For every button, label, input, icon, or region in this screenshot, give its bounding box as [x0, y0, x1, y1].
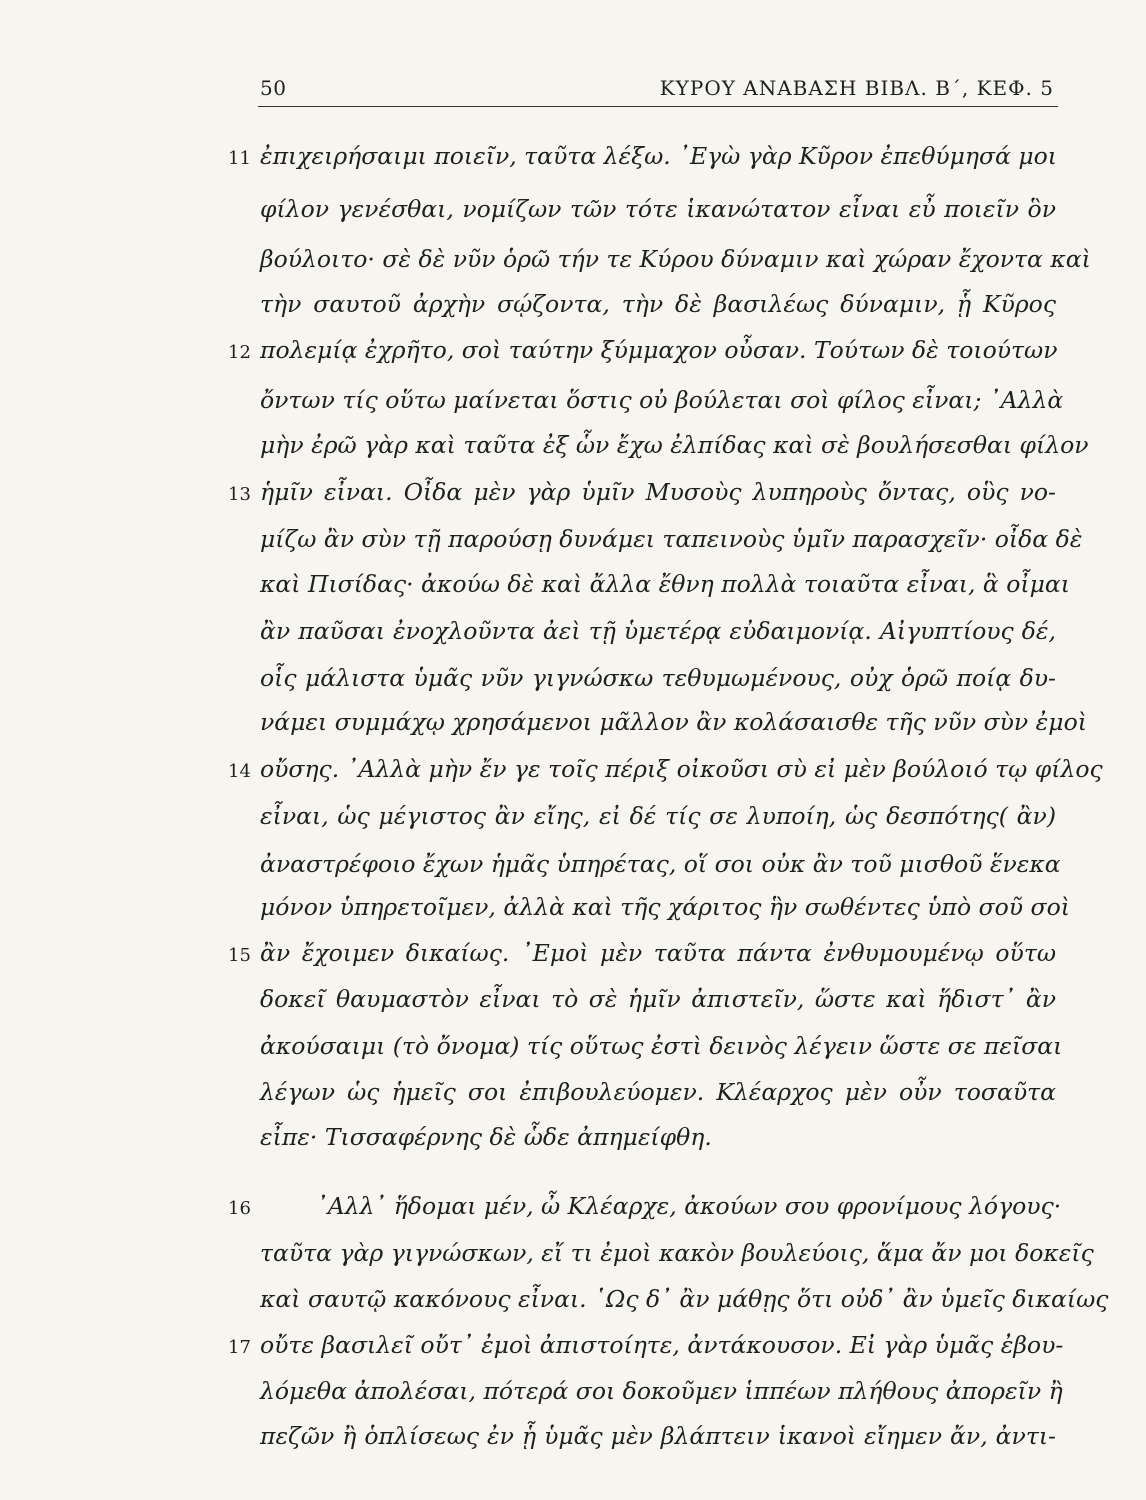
text-line: δοκεῖ θαυμαστὸν εἶναι τὸ σὲ ἡμῖν ἀπιστεῖν, ὥστε καὶ ἥδιστ᾿ ἂν	[260, 985, 1056, 1013]
text-line: εἶπε· Τισσαφέρνης δὲ ὧδε ἀπημείφθη.	[260, 1123, 712, 1151]
section-number: 17	[228, 1337, 251, 1358]
text-line: ἀναστρέφοιο ἔχων ἡμᾶς ὑπηρέτας, οἵ σοι οὐκ ἂν τοῦ μισθοῦ ἕνεκα	[260, 850, 1061, 878]
page-number: 50	[260, 76, 287, 100]
text-line: ἡμῖν εἶναι. Οἶδα μὲν γὰρ ὑμῖν Μυσοὺς λυπηροὺς ὄντας, οὓς νο-	[260, 478, 1056, 506]
section-number: 13	[228, 484, 251, 505]
text-line: τὴν σαυτοῦ ἀρχὴν σῴζοντα, τὴν δὲ βασιλέως δύναμιν, ᾗ Κῦρος	[260, 290, 1056, 318]
text-line: ταῦτα γὰρ γιγνώσκων, εἴ τι ἐμοὶ κακὸν βουλεύοις, ἅμα ἄν μοι δοκεῖς	[260, 1239, 1094, 1267]
running-head: ΚΥΡΟΥ ΑΝΑΒΑΣΗ ΒΙΒΛ. Β΄, ΚΕΦ. 5	[659, 76, 1054, 100]
section-number: 11	[228, 148, 251, 169]
text-line: πολεμίᾳ ἐχρῆτο, σοὶ ταύτην ξύμμαχον οὖσαν. Τούτων δὲ τοιούτων	[260, 336, 1058, 364]
text-line: καὶ σαυτῷ κακόνους εἶναι. ῾Ως δ᾿ ἂν μάθῃς ὅτι οὐδ᾿ ἂν ὑμεῖς δικαίως	[260, 1285, 1109, 1313]
section-number: 14	[228, 761, 251, 782]
text-line: φίλον γενέσθαι, νομίζων τῶν τότε ἱκανώτατον εἶναι εὖ ποιεῖν ὃν	[260, 195, 1056, 223]
text-line: πεζῶν ἢ ὁπλίσεως ἐν ᾗ ὑμᾶς μὲν βλάπτειν ἱκανοὶ εἴημεν ἄν, ἀντι-	[260, 1422, 1056, 1450]
text-line: εἶναι, ὡς μέγιστος ἂν εἴης, εἰ δέ τίς σε λυποίη, ὡς δεσπότης( ἂν)	[260, 802, 1056, 830]
page-header	[258, 74, 1058, 107]
text-line: μόνον ὑπηρετοῖμεν, ἀλλὰ καὶ τῆς χάριτος ἣν σωθέντες ὑπὸ σοῦ σοὶ	[260, 893, 1070, 921]
text-line: βούλοιτο· σὲ δὲ νῦν ὁρῶ τήν τε Κύρου δύναμιν καὶ χώραν ἔχοντα καὶ	[260, 245, 1091, 273]
text-line: μίζω ἂν σὺν τῇ παρούσῃ δυνάμει ταπεινοὺς ὑμῖν παρασχεῖν· οἶδα δὲ	[260, 525, 1083, 553]
text-line: οὔσης. ᾿Αλλὰ μὴν ἔν γε τοῖς πέριξ οἰκοῦσι σὺ εἰ μὲν βούλοιό τῳ φίλος	[260, 755, 1103, 783]
text-line: νάμει συμμάχῳ χρησάμενοι μᾶλλον ἂν κολάσαισθε τῆς νῦν σὺν ἐμοὶ	[260, 708, 1087, 736]
text-line: οὔτε βασιλεῖ οὔτ᾿ ἐμοὶ ἀπιστοίητε, ἀντάκουσον. Εἰ γὰρ ὑμᾶς ἐβου-	[260, 1331, 1064, 1359]
text-line: ᾿Αλλ᾿ ἥδομαι μέν, ὦ Κλέαρχε, ἀκούων σου φρονίμους λόγους·	[316, 1192, 1062, 1220]
section-number: 16	[228, 1198, 251, 1219]
text-line: καὶ Πισίδας· ἀκούω δὲ καὶ ἄλλα ἔθνη πολλὰ τοιαῦτα εἶναι, ἃ οἶμαι	[260, 570, 1070, 598]
text-line: ἂν παῦσαι ἐνοχλοῦντα ἀεὶ τῇ ὑμετέρᾳ εὐδαιμονίᾳ. Αἰγυπτίους δέ,	[260, 617, 1056, 645]
text-line: ἀκούσαιμι (τὸ ὄνομα) τίς οὕτως ἐστὶ δεινὸς λέγειν ὥστε σε πεῖσαι	[260, 1032, 1063, 1060]
text-line: μὴν ἐρῶ γὰρ καὶ ταῦτα ἐξ ὧν ἔχω ἐλπίδας καὶ σὲ βουλήσεσθαι φίλον	[260, 431, 1089, 459]
section-number: 12	[228, 342, 251, 363]
text-line: ὄντων τίς οὕτω μαίνεται ὅστις οὐ βούλεται σοὶ φίλος εἶναι; ᾿Αλλὰ	[260, 386, 1064, 414]
text-line: ἐπιχειρήσαιμι ποιεῖν, ταῦτα λέξω. ᾿Εγὼ γὰρ Κῦρον ἐπεθύμησά μοι	[260, 142, 1058, 170]
text-line: λόμεθα ἀπολέσαι, πότερά σοι δοκοῦμεν ἱππέων πλήθους ἀπορεῖν ἢ	[260, 1377, 1063, 1405]
text-line: ἂν ἔχοιμεν δικαίως. ᾿Εμοὶ μὲν ταῦτα πάντα ἐνθυμουμένῳ οὕτω	[260, 939, 1056, 967]
text-line: λέγων ὡς ἡμεῖς σοι ἐπιβουλεύομεν. Κλέαρχος μὲν οὖν τοσαῦτα	[260, 1078, 1056, 1106]
section-number: 15	[228, 945, 251, 966]
text-line: οἷς μάλιστα ὑμᾶς νῦν γιγνώσκω τεθυμωμένους, οὐχ ὁρῶ ποίᾳ δυ-	[260, 664, 1056, 692]
